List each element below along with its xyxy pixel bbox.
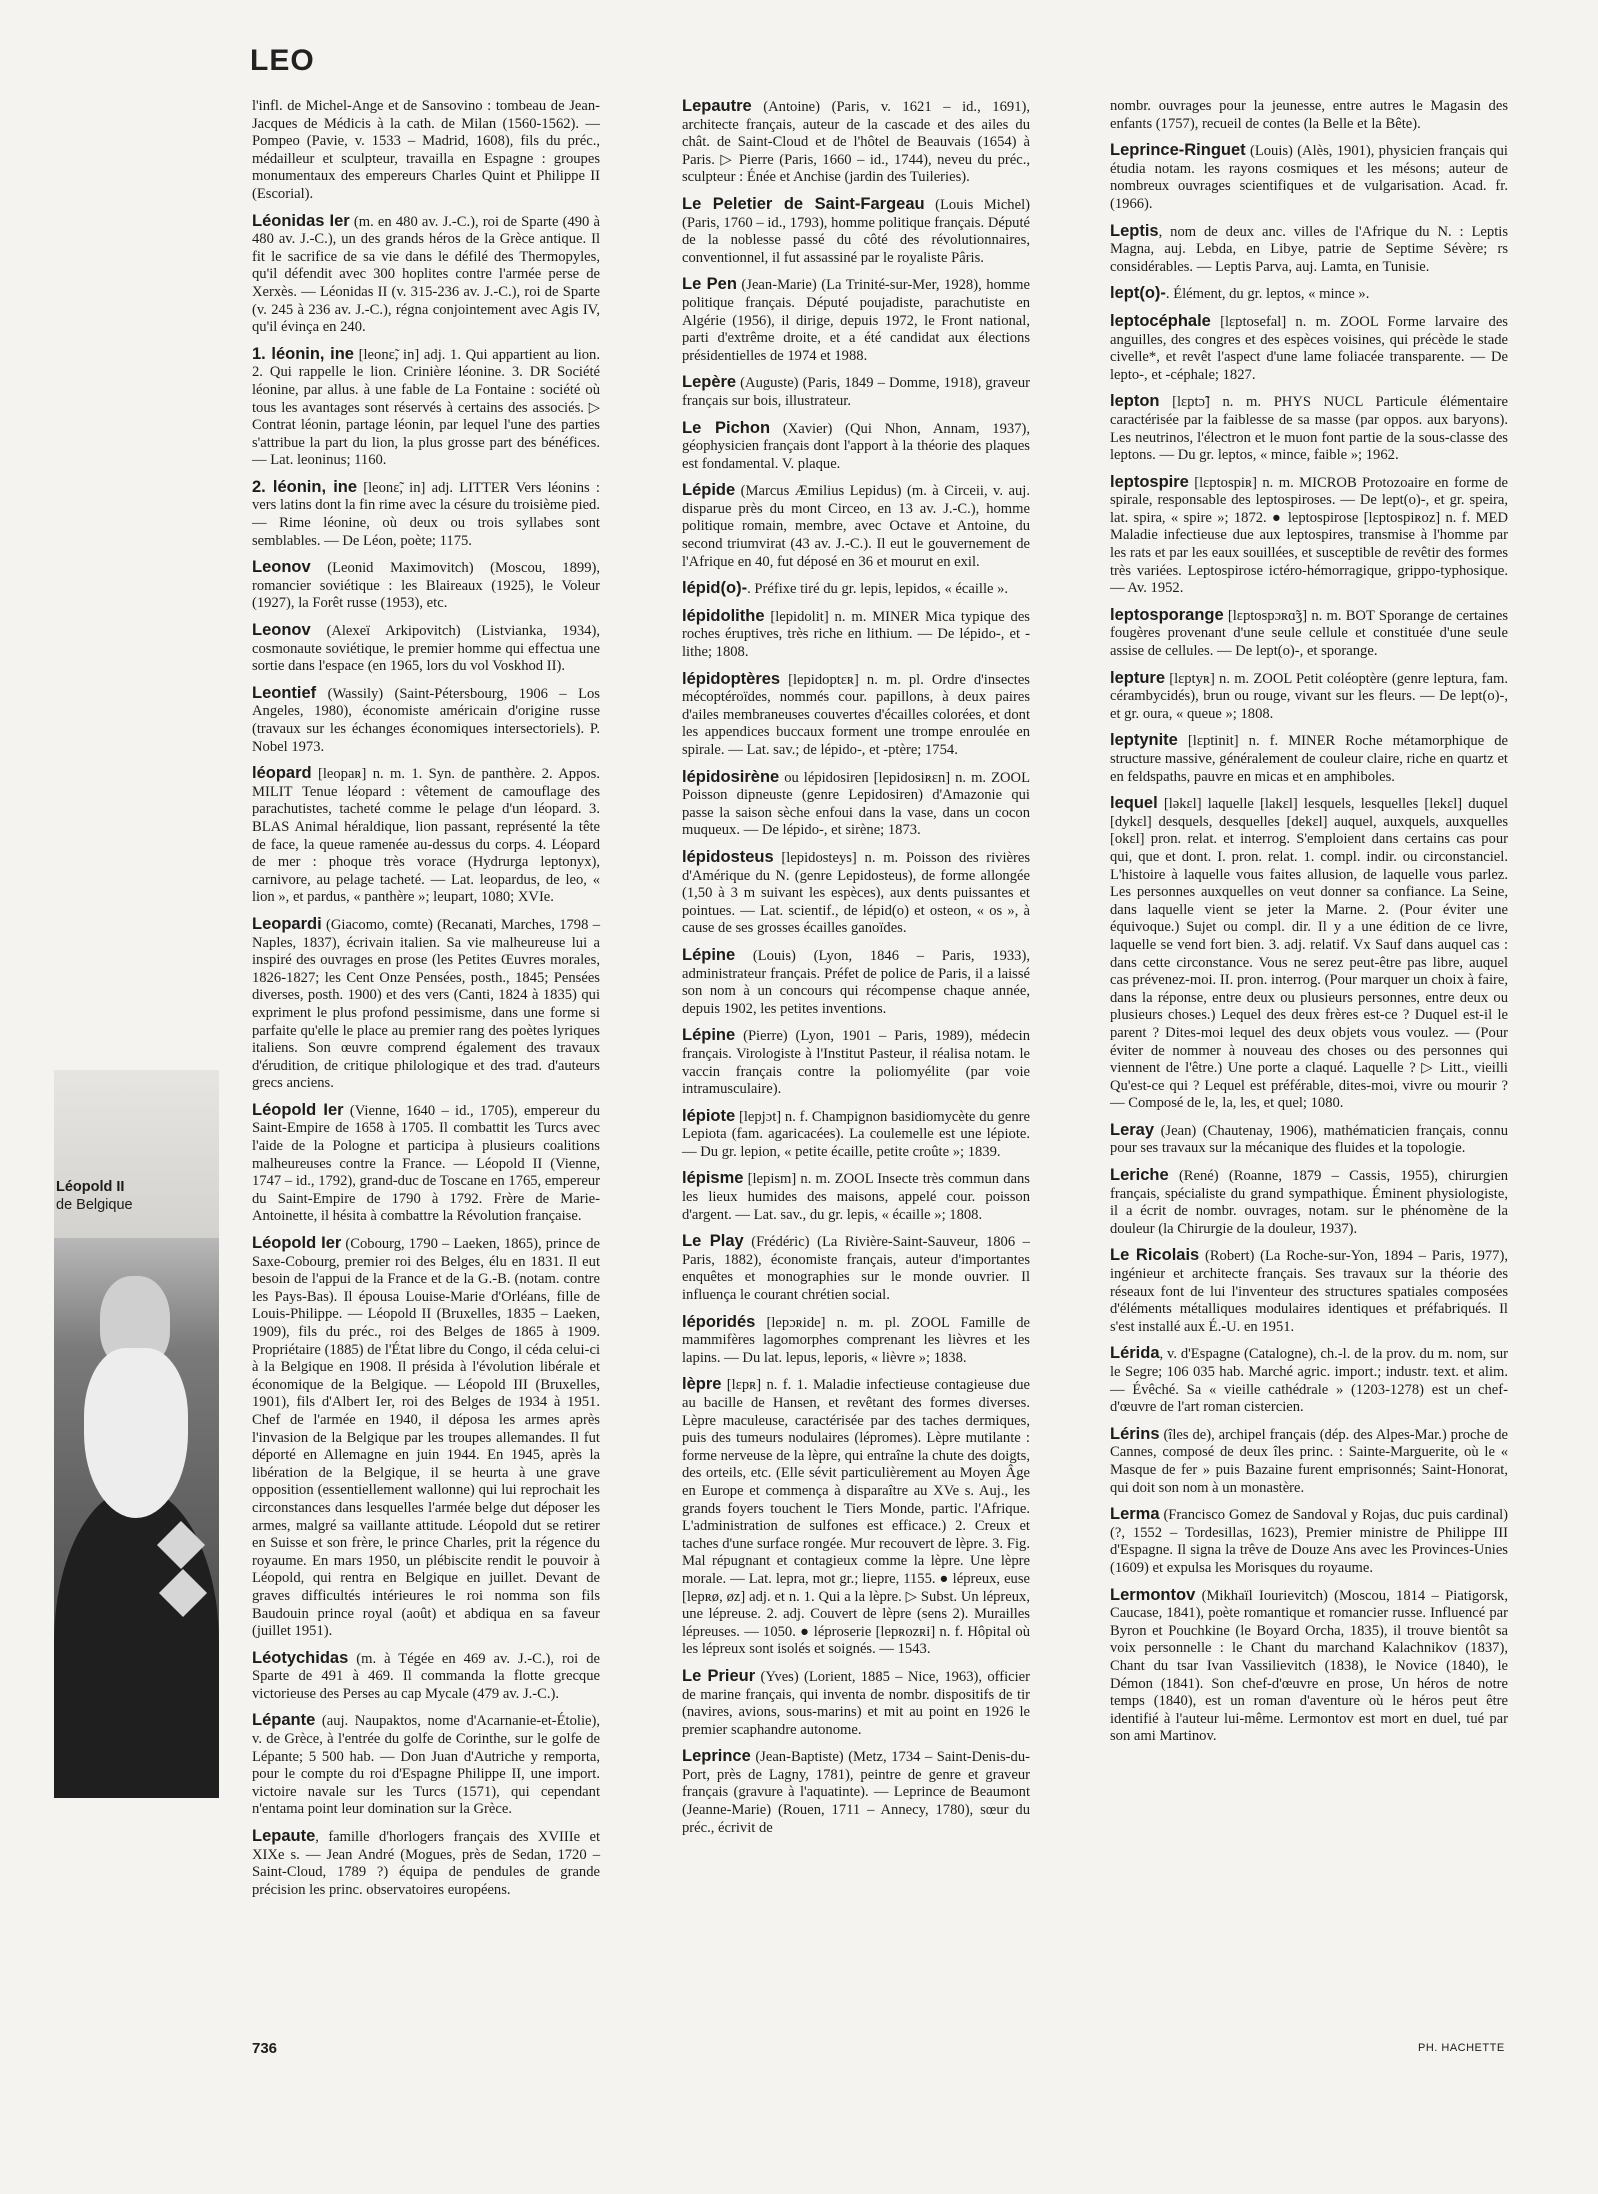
entry-headword: Lepaute bbox=[252, 1827, 316, 1846]
dictionary-entry bbox=[682, 98, 1030, 187]
entry-definition: (m. à Tégée en 469 av. J.-C.), roi de Sparte de 491 à 469. Il commanda la flotte grecque victorieuse des Perses au cap Mycale (479 av. J.-C.). bbox=[252, 1650, 600, 1702]
dictionary-entry bbox=[682, 947, 1030, 1018]
dictionary-entry bbox=[682, 1748, 1030, 1837]
dictionary-entry bbox=[1110, 1345, 1508, 1416]
entry-headword: Le Pen bbox=[682, 275, 737, 294]
dictionary-entry bbox=[682, 1376, 1030, 1659]
entry-headword: Leriche bbox=[1110, 1166, 1169, 1185]
entry-headword: leptynite bbox=[1110, 731, 1178, 750]
dictionary-entry bbox=[1110, 474, 1508, 598]
entry-headword: Leprince bbox=[682, 1747, 751, 1766]
dictionary-entry bbox=[682, 482, 1030, 571]
entry-definition: (Louis Michel) (Paris, 1760 – id., 1793), homme politique français. Député de la noblesse passé du côté des révolutionnaires, conventionnel, il fut assassiné par le royaliste Pâris. bbox=[682, 196, 1030, 266]
entry-definition: (auj. Naupaktos, nome d'Acarnanie-et-Étolie), v. de Grèce, à l'entrée du golfe de Corinthe, sur le golfe de Lépante; 5 500 hab. — Don Juan d'Autriche y remporta, pour le compte du roi d'Espagne Philippe II, une import. victoire navale sur les Turcs (1571), qui cependant n'entama point leur domination sur la Grèce. bbox=[252, 1713, 600, 1818]
entry-definition: [lɛptospɔʀɑ̃ʒ] n. m. BOT Sporange de certaines fougères provenant d'une seule cellule et constituée d'une seule assise de cellules. — De lept(o)-, et sporange. bbox=[1110, 607, 1508, 660]
column-middle bbox=[682, 98, 1030, 1846]
entry-headword: Leopardi bbox=[252, 914, 322, 933]
entry-headword: Lépine bbox=[682, 1026, 736, 1045]
entry-headword: Leonov bbox=[252, 621, 311, 640]
entry-headword: Lerma bbox=[1110, 1505, 1160, 1524]
dictionary-entry bbox=[1110, 393, 1508, 464]
entry-definition: (Auguste) (Paris, 1849 – Domme, 1918), graveur français sur bois, illustrateur. bbox=[682, 375, 1030, 409]
dictionary-entry bbox=[252, 1712, 600, 1819]
dictionary-entry bbox=[252, 916, 600, 1093]
entry-definition: l'infl. de Michel-Ange et de Sansovino : tombeau de Jean-Jacques de Médicis à la cath. de Milan (1560-1562). — Pompeo (Pavie, v. 1533 – Madrid, 1608), fils du préc., médailleur et sculpteur, travailla en Espagne : groupes monumentaux des empereurs Charles Quint et Philippe II (Escorial). bbox=[252, 98, 600, 202]
entry-definition: (Pierre) (Lyon, 1901 – Paris, 1989), médecin français. Virologiste à l'Institut Pasteur, il réalisa notam. le vaccin français contre la poliomyélite (par voie intramusculaire). bbox=[682, 1028, 1030, 1098]
entry-definition: (Marcus Æmilius Lepidus) (m. à Circeii, v. auj. disparue près du mont Circeo, en 13 av. J.-C.), homme politique romain, membre, avec Octave et Antoine, du second triumvirat (43 av. J.-C.). Il eut le gouvernement de l'Afrique en 40, fut déposé en 36 et mourut en exil. bbox=[682, 483, 1030, 570]
page-number: 736 bbox=[252, 2040, 278, 2057]
entry-headword: Leptis bbox=[1110, 221, 1159, 240]
dictionary-entry bbox=[252, 622, 600, 676]
dictionary-entry bbox=[682, 276, 1030, 365]
entry-definition: [lepidosteys] n. m. Poisson des rivières d'Amérique du N. (genre Lepidosteus), de forme allongée (1,50 à 3 m suivant les espèces), aux dents puissantes et pointues. — Lat. scientif., de lépid(o) et osteon, « os », à cause de ses grosses écailles ganoïdes. bbox=[682, 849, 1030, 937]
entry-definition: (Francisco Gomez de Sandoval y Rojas, duc puis cardinal) (?, 1552 – Tordesillas, 1623), Premier ministre de Philippe III d'Espagne. Il signa la trêve de Douze Ans avec les Provinces-Unies (1609) et expulsa les Morisques du royaume. bbox=[1110, 1507, 1508, 1576]
entry-definition: (îles de), archipel français (dép. des Alpes-Mar.) proche de Cannes, composé de deux îles princ. : Sainte-Marguerite, où le « Masque de fer » puis Bazaine furent emprisonnés; Saint-Honorat, qui doit son nom à un monastère. bbox=[1110, 1426, 1508, 1496]
entry-headword: Le Ricolais bbox=[1110, 1246, 1200, 1265]
photo-credit: PH. HACHETTE bbox=[1418, 2042, 1505, 2054]
entry-definition: (Wassily) (Saint-Pétersbourg, 1906 – Los Angeles, 1980), économiste américain d'origine russe (travaux sur les échanges économiques intersectoriels). P. Nobel 1973. bbox=[252, 685, 600, 755]
dictionary-entry bbox=[252, 479, 600, 550]
entry-definition: (Alexeï Arkipovitch) (Listvianka, 1934), cosmonaute soviétique, le premier homme qui effectua une sortie dans l'espace (en 1965, lors du vol Voskhod II). bbox=[252, 623, 600, 675]
page-header-guideword: LEO bbox=[250, 44, 315, 77]
entry-definition: [lɛptɔ̃] n. m. PHYS NUCL Particule élémentaire caractérisée par la faiblesse de sa masse (par oppos. aux baryons). Les neutrinos, l'électron et le muon font partie de la sous-classe des leptons. — Du gr. leptos, « mince, faible »; 1962. bbox=[1110, 394, 1508, 464]
entry-definition: (Yves) (Lorient, 1885 – Nice, 1963), officier de marine français, qui inventa de nombr. dispositifs de tir (navires, avions, sous-marins) et mit au point en 1926 le premier scaphandre autonome. bbox=[682, 1668, 1030, 1738]
dictionary-entry bbox=[252, 98, 600, 204]
dictionary-entry bbox=[1110, 1247, 1508, 1336]
entry-headword: Léonidas Ier bbox=[252, 211, 350, 230]
dictionary-entry bbox=[682, 1668, 1030, 1739]
entry-definition: (Leonid Maximovitch) (Moscou, 1899), romancier soviétique : les Blaireaux (1925), le Voleur (1927), la Forêt russe (1953), etc. bbox=[252, 560, 600, 612]
entry-definition: [lɛptospiʀ] n. m. MICROB Protozoaire en forme de spirale, responsable des leptospiroses. — De lept(o)-, et gr. speira, lat. spira, « spire »; 1872. ● leptospirose [lɛptospiʀoz] n. f. MED Maladie infectieuse due aux leptospires, transmise à l'homme par les rats et par les eaux souillées, et susceptible de revêtir des formes très variées. Leptospirose ictéro-hémorragique, grippo-typhosique. — Av. 1952. bbox=[1110, 474, 1508, 597]
dictionary-entry bbox=[682, 1108, 1030, 1162]
dictionary-entry bbox=[252, 765, 600, 907]
entry-headword: Leontief bbox=[252, 683, 317, 702]
entry-headword: Lépante bbox=[252, 1711, 316, 1730]
column-right bbox=[1110, 98, 1508, 1755]
dictionary-entry bbox=[682, 1170, 1030, 1224]
entry-headword: Leonov bbox=[252, 558, 311, 577]
entry-definition: nombr. ouvrages pour la jeunesse, entre autres le Magasin des enfants (1757), recueil de contes (la Belle et la Bête). bbox=[1110, 98, 1508, 132]
entry-definition: , nom de deux anc. villes de l'Afrique du N. : Leptis Magna, auj. Lebda, en Libye, patrie de Septime Sévère; rs considérables. — Leptis Parva, auj. Lamta, en Tunisie. bbox=[1110, 223, 1508, 275]
dictionary-entry bbox=[1110, 285, 1508, 304]
entry-headword: leptocéphale bbox=[1110, 311, 1211, 330]
entry-headword: Lermontov bbox=[1110, 1585, 1196, 1604]
portrait-photo bbox=[54, 1238, 219, 1798]
caption-subtitle: de Belgique bbox=[56, 1197, 133, 1213]
dictionary-entry bbox=[682, 671, 1030, 760]
dictionary-entry bbox=[252, 1650, 600, 1704]
entry-headword: lépisme bbox=[682, 1169, 744, 1188]
entry-headword: lepton bbox=[1110, 392, 1160, 411]
dictionary-entry bbox=[682, 1233, 1030, 1304]
entry-definition: (Giacomo, comte) (Recanati, Marches, 1798 – Naples, 1837), écrivain italien. Sa vie malheureuse lui a inspiré des ouvrages en prose (les Petites Œuvres morales, 1826-1827; les Cent Onze Pensées, posth., 1845; Pensées diverses, posth. 1900) et des vers (Canti, 1824 à 1835) qui expriment le plus profond pessimisme, dans une forme si parfaite qu'elle le place au premier rang des poètes lyriques italiens. Son œuvre comprend également des travaux d'érudition, de critique philologique et des trad. d'auteurs grecs anciens. bbox=[252, 916, 600, 1092]
entry-definition: [lɛptyʀ] n. m. ZOOL Petit coléoptère (genre leptura, fam. cérambycidés), brun ou rouge, vivant sur les fleurs. — De lept(o)-, et gr. oura, « queue »; 1808. bbox=[1110, 670, 1508, 722]
entry-headword: Léopold Ier bbox=[252, 1100, 344, 1119]
entry-headword: lepture bbox=[1110, 668, 1166, 687]
entry-headword: Lérins bbox=[1110, 1424, 1160, 1443]
dictionary-entry bbox=[252, 1235, 600, 1641]
entry-headword: Lepautre bbox=[682, 97, 752, 115]
dictionary-entry bbox=[682, 608, 1030, 662]
dictionary-entry bbox=[1110, 1426, 1508, 1497]
entry-definition: (Frédéric) (La Rivière-Saint-Sauveur, 1806 – Paris, 1882), économiste français, auteur d'importantes enquêtes et monographies sur le monde ouvrier. Il influença le courant chrétien social. bbox=[682, 1234, 1030, 1304]
entry-headword: lépidolithe bbox=[682, 606, 765, 625]
entry-definition: (Cobourg, 1790 – Laeken, 1865), prince de Saxe-Cobourg, premier roi des Belges, élu en 1831. Il eut besoin de l'appui de la France et de la G.-B. (notam. contre les Pays-Bas). Il épousa Louise-Marie d'Orléans, fille de Louis-Philippe. — Léopold II (Bruxelles, 1835 – Laeken, 1909), fils du préc., roi des Belges de 1865 à 1909. Propriétaire (1885) de l'État libre du Congo, il céda celui-ci à la Belgique en 1908. Il présida à l'évolution libérale et économique de la Belgique. — Léopold III (Bruxelles, 1901), fils d'Albert Ier, roi des Belges de 1934 à 1951. Chef de l'armée en 1940, il déposa les armes après l'invasion de la Belgique par les troupes allemandes. Il fut déporté en Allemagne en juin 1944. En 1945, après la libération de la Belgique, il se heurta à une grave opposition (essentiellement wallonne) qui lui reprochait les circonstances dans lesquelles l'armée belge dut déposer les armes, malgré sa vaillante attitude. Léopold dut se retirer en Suisse et son frère, le prince Charles, prit la régence du royaume. En mars 1950, un plébiscite rendit le pouvoir à Léopold, qui rentra en Belgique en juillet. Devant de graves difficultés intérieures le roi nomma son fils Baudouin prince royal (août) et abdiqua en sa faveur (juillet 1951). bbox=[252, 1236, 600, 1640]
entry-headword: Leray bbox=[1110, 1120, 1155, 1139]
caption-name: Léopold II bbox=[56, 1179, 125, 1195]
entry-definition: , v. d'Espagne (Catalogne), ch.-l. de la prov. du m. nom, sur le Segre; 106 035 hab. Marché agric. import.; industr. text. et alim. — Évêché. Sa « vieille cathédrale » (1203-1278) est un chef-d'œuvre de l'art roman cistercien. bbox=[1110, 1346, 1508, 1416]
dictionary-entry bbox=[252, 559, 600, 613]
entry-definition: (Antoine) (Paris, v. 1621 – id., 1691), architecte français, auteur de la cascade et des ailes du chât. de Saint-Cloud et de l'hôtel de Beauvais (1654) à Paris. ▷ Pierre (Paris, 1660 – id., 1744), neveu du préc., sculpteur : Énée et Anchise (jardin des Tuileries). bbox=[682, 99, 1030, 186]
entry-definition: [lepɔʀide] n. m. pl. ZOOL Famille de mammifères lagomorphes comprenant les lièvres et les lapins. — Du lat. lepus, leporis, « lièvre »; 1838. bbox=[682, 1314, 1030, 1366]
entry-headword: Le Prieur bbox=[682, 1666, 756, 1685]
dictionary-entry bbox=[252, 1828, 600, 1899]
entry-definition: [lepism] n. m. ZOOL Insecte très commun dans les lieux humides des maisons, appelé cour. poisson d'argent. — Lat. sav., du gr. lepis, « écaille »; 1808. bbox=[682, 1171, 1030, 1223]
entry-headword: lépidosirène bbox=[682, 767, 780, 786]
entry-definition: . Préfixe tiré du gr. lepis, lepidos, « écaille ». bbox=[747, 581, 1009, 598]
entry-definition: [leopaʀ] n. m. 1. Syn. de panthère. 2. Appos. MILIT Tenue léopard : vêtement de camouflage des parachutistes, tacheté comme le pelage d'un léopard. 3. BLAS Animal héraldique, lion passant, représenté la tête de face, la queue ramenée au-dessus du corps. 4. Léopard de mer : phoque très vorace (Hydrurga leptonyx), carnivore, au pelage tacheté. — Lat. leopardus, de leo, « lion », et pardus, « panthère »; leupart, 1080; XVIe. bbox=[252, 766, 600, 906]
dictionary-entry bbox=[682, 580, 1030, 599]
entry-headword: Lepère bbox=[682, 373, 737, 392]
entry-definition: [lepidoptɛʀ] n. m. pl. Ordre d'insectes mécoptéroïdes, nommés cour. papillons, à deux paires d'ailes membraneuses couvertes d'écailles colorées, et dont les appendices buccaux forment une trompe enroulée en spirale. — Lat. sav.; de lépido-, et -ptère; 1754. bbox=[682, 671, 1030, 758]
dictionary-entry bbox=[1110, 142, 1508, 213]
dictionary-entry bbox=[682, 769, 1030, 840]
dictionary-entry bbox=[1110, 1167, 1508, 1238]
dictionary-entry bbox=[252, 685, 600, 756]
dictionary-entry bbox=[1110, 607, 1508, 661]
dictionary-entry bbox=[1110, 670, 1508, 724]
entry-headword: léopard bbox=[252, 764, 312, 783]
entry-definition: [lɛptinit] n. f. MINER Roche métamorphique de structure massive, généralement de couleur claire, riche en quartz et en feldspaths, pauvre en micas et en amphiboles. bbox=[1110, 733, 1508, 785]
dictionary-entry bbox=[1110, 1587, 1508, 1746]
entry-headword: Lépide bbox=[682, 481, 736, 500]
dictionary-entry bbox=[682, 849, 1030, 938]
dictionary-entry bbox=[682, 196, 1030, 267]
entry-headword: Léopold Ier bbox=[252, 1234, 342, 1253]
dictionary-entry bbox=[252, 346, 600, 470]
entry-headword: lépidosteus bbox=[682, 847, 774, 866]
entry-definition: (Jean) (Chautenay, 1906), mathématicien français, connu pour ses travaux sur la mécanique des fluides et la topologie. bbox=[1110, 1122, 1508, 1157]
entry-definition: , famille d'horlogers français des XVIIIe et XIXe s. — Jean André (Mogues, près de Sedan, 1720 – Saint-Cloud, 1789 ?) équipa de pendules de grande précision les princ. observatoires européens. bbox=[252, 1829, 600, 1898]
entry-definition: [leonɛ̃, in] adj. 1. Qui appartient au lion. 2. Qui rappelle le lion. Crinière léonine. 3. DR Société léonine, par allus. à une fable de La Fontaine : société où tous les avantages sont réservés à certains des associés. ▷ Contrat léonin, partage léonin, par lequel l'une des parties s'attribue la part du lion, la plus grosse part des bénéfices. — Lat. leoninus; 1160. bbox=[252, 346, 601, 469]
dictionary-entry bbox=[1110, 732, 1508, 786]
dictionary-entry bbox=[682, 1027, 1030, 1098]
entry-headword: Leprince-Ringuet bbox=[1110, 141, 1246, 160]
entry-headword: lépid(o)- bbox=[682, 579, 748, 598]
entry-definition: (Louis) (Lyon, 1846 – Paris, 1933), administrateur français. Préfet de police de Paris, il a laissé son nom à un concours qui récompense chaque année, depuis 1902, les petites inventions. bbox=[682, 947, 1030, 1017]
dictionary-entry bbox=[682, 374, 1030, 410]
entry-definition: [lepidolit] n. m. MINER Mica typique des roches éruptives, très riche en lithium. — De lépido-, et -lithe; 1808. bbox=[682, 608, 1030, 661]
entry-definition: ou lépidosiren [lepidosiʀɛn] n. m. ZOOL Poisson dipneuste (genre Lepidosiren) d'Amazonie qui passe la saison sèche enfoui dans la vase, dans un cocon muqueux. — De lépido-, et sirène; 1873. bbox=[682, 769, 1030, 839]
dictionary-entry bbox=[1110, 1506, 1508, 1577]
entry-headword: lépidoptères bbox=[682, 669, 781, 688]
entry-headword: lept(o)- bbox=[1110, 284, 1166, 303]
dictionary-entry bbox=[1110, 313, 1508, 384]
entry-definition: [lɛptosefal] n. m. ZOOL Forme larvaire des anguilles, des congres et des espèces voisines, qui précède le stade civelle*, et revêt l'aspect d'une lame foliacée transparente. — De lepto-, et -céphale; 1827. bbox=[1110, 313, 1508, 383]
entry-definition: (m. en 480 av. J.-C.), roi de Sparte (490 à 480 av. J.-C.), un des grands héros de la Grèce antique. Il fit le sacrifice de sa vie dans le défilé des Thermopyles, qu'il défendit avec 300 hoplites contre l'armée perse de Xerxès. — Léonidas II (v. 315-236 av. J.-C.), roi de Sparte (v. 245 à 236 av. J.-C.), régna conjointement avec Agis IV, qu'il évinça en 240. bbox=[252, 213, 600, 336]
entry-definition: . Élément, du gr. leptos, « mince ». bbox=[1165, 286, 1370, 303]
dictionary-entry bbox=[1110, 98, 1508, 133]
entry-definition: [ləkɛl] laquelle [lakɛl] lesquels, lesquelles [lekɛl] duquel [dykɛl] desquels, desquelles [dekɛl] auquel, auxquels, auxquelles [okɛl] pron. relat. et interrog. S'emploient dans certains cas pour qui, que et dont. I. pron. relat. 1. compl. indir. ou circonstanciel. L'histoire à laquelle vous faites allusion, de laquelle vous parlez. Les personnes auxquelles on veut donner sa confiance. La Seine, dans laquelle vient se jeter la Marne. 2. (Pour éviter une équivoque.) Sujet ou compl. dir. Il y a une édition de ce livre, laquelle se vend fort bien. 3. adj. relatif. Vx Sauf dans auquel cas : dans cette circonstance. Vous ne serez peut-être pas libre, auquel cas prévenez-moi. II. pron. interrog. (Pour marquer un choix à faire, dans la réponse, entre deux ou plusieurs personnes, entre deux ou plusieurs choses.) Lequel des deux frères est-ce ? Duquel est-il le parent ? Dites-moi lequel des deux objets vous voulez. — (Pour éviter de nommer à nouveau des choses ou des personnes qui viennent de l'être.) Une porte a claqué. Laquelle ? ▷ Litt., vieilli Qu'est-ce qui ? Lequel est préférable, dites-moi, vivre ou mourir ? — Composé de le, la, les, et quel; 1080. bbox=[1110, 796, 1508, 1112]
dictionary-entry bbox=[252, 1102, 600, 1226]
dictionary-entry bbox=[682, 420, 1030, 474]
dictionary-entry bbox=[682, 1314, 1030, 1368]
dictionary-entry bbox=[252, 213, 600, 337]
entry-headword: lequel bbox=[1110, 794, 1158, 813]
entry-definition: (René) (Roanne, 1879 – Cassis, 1955), chirurgien français, spécialiste du grand sympathique. Éminent physiologiste, il a écrit de nombr. ouvrages, notam. sur le phénomène de la douleur (la Chirurgie de la douleur, 1937). bbox=[1110, 1168, 1508, 1237]
entry-headword: lèpre bbox=[682, 1375, 722, 1394]
entry-definition: [lepjɔt] n. f. Champignon basidiomycète du genre Lepiota (fam. agaricacées). La coulemelle est une lépiote. — Du gr. lepion, « petite écaille, petite croûte »; 1839. bbox=[682, 1108, 1030, 1160]
entry-headword: lépiote bbox=[682, 1106, 736, 1125]
entry-definition: (Jean-Baptiste) (Metz, 1734 – Saint-Denis-du-Port, près de Lagny, 1781), peintre de genre et graveur français (gravure à l'aquatinte). — Leprince de Beaumont (Jeanne-Marie) (Rouen, 1711 – Annecy, 1780), sœur du préc., écrivit de bbox=[682, 1749, 1030, 1836]
dictionary-entry bbox=[1110, 795, 1508, 1113]
entry-headword: Le Pichon bbox=[682, 418, 771, 437]
entry-definition: (Louis) (Alès, 1901), physicien français qui étudia notam. les rayons cosmiques et les mésons; auteur de nombreux ouvrages scientifiques et de vulgarisation. Acad. fr. (1966). bbox=[1110, 143, 1508, 212]
entry-headword: léporidés bbox=[682, 1312, 756, 1331]
entry-headword: leptospire bbox=[1110, 472, 1189, 491]
entry-headword: Lépine bbox=[682, 945, 736, 964]
entry-headword: Léotychidas bbox=[252, 1648, 349, 1667]
entry-headword: leptosporange bbox=[1110, 605, 1224, 624]
entry-definition: (Robert) (La Roche-sur-Yon, 1894 – Paris, 1977), ingénieur et architecte français. Ses travaux sur la théorie des réseaux font de lui l'inventeur des structures spatiales composées d'éléments métalliques modulaires identiques et préfabriqués. Il s'est installé aux É.-U. en 1951. bbox=[1110, 1248, 1508, 1335]
dictionary-entry bbox=[1110, 1122, 1508, 1158]
photo-caption bbox=[56, 1178, 133, 1214]
entry-headword: 2. léonin, ine bbox=[252, 477, 358, 496]
entry-definition: (Mikhaïl Iourievitch) (Moscou, 1814 – Piatigorsk, Caucase, 1841), poète romantique et romancier russe. Influencé par Byron et Pouchkine (le Boyard Orcha, 1835), il trouve bientôt sa voix personnelle : le Chant du marchand Kalachnikov (1837), Chant du tsar Ivan Vassilievitch (1838), le Novice (1840), le Démon (1841). Son chef-d'œuvre en prose, Un héros de notre temps (1840), est un roman d'aventure où le héros peut être identifié à l'auteur lui-même. Lermontov est mort en duel, tué par son ami Martinov. bbox=[1110, 1587, 1508, 1745]
entry-headword: Lérida bbox=[1110, 1344, 1160, 1363]
dictionary-entry bbox=[1110, 223, 1508, 277]
entry-headword: Le Peletier de Saint-Fargeau bbox=[682, 194, 925, 213]
column-left bbox=[252, 98, 600, 1908]
entry-definition: (Xavier) (Qui Nhon, Annam, 1937), géophysicien français dont l'apport à la théorie des plaques est fondamental. V. plaque. bbox=[682, 420, 1031, 472]
entry-definition: (Jean-Marie) (La Trinité-sur-Mer, 1928), homme politique français. Député poujadiste, parachutiste en Algérie (1956), il dirige, depuis 1972, le Front national, parti d'extrême droite, et a été candidat aux élections présidentielles de 1974 et 1988. bbox=[682, 277, 1030, 364]
entry-definition: (Vienne, 1640 – id., 1705), empereur du Saint-Empire de 1658 à 1705. Il combattit les Turcs avec l'aide de la Pologne et participa à plusieurs coalitions malheureuses contre la France. — Léopold II (Vienne, 1747 – id., 1792), grand-duc de Toscane en 1765, empereur du Saint-Empire de 1790 à 1792. Frère de Marie-Antoinette, il hésita à combattre la Révolution française. bbox=[252, 1102, 600, 1225]
entry-headword: Le Play bbox=[682, 1232, 744, 1251]
entry-headword: 1. léonin, ine bbox=[252, 344, 354, 363]
entry-definition: [lɛpʀ] n. f. 1. Maladie infectieuse contagieuse due au bacille de Hansen, et revêtant des formes diverses. Lèpre maculeuse, caractérisée par des taches dermiques, puis des tumeurs nodulaires (lépromes). Lèpre mutilante : forme nerveuse de la lèpre, qui entraîne la chute des doigts, des orteils, etc. (Elle sévit particulièrement au Moyen Âge en Europe et commença à disparaître au XVe s. Auj., les grands foyers touchent le Tiers Monde, partic. l'Afrique. L'administration de sulfones est efficace.) 2. Creux et taches d'une surface rongée. Mur recouvert de lèpre. 3. Fig. Mal répugnant et contagieux comme la lèpre. Une lèpre morale. — Lat. lepra, mot gr.; liepre, 1155. ● lépreux, euse [lepʀø, øz] adj. et n. 1. Qui a la lèpre. ▷ Subst. Un lépreux, une lépreuse. 2. adj. Couvert de lèpre (sens 2). Murailles lépreuses. — 1050. ● léproserie [lepʀozʀi] n. f. Hôpital où les lépreux sont isolés et soignés. — 1543. bbox=[682, 1377, 1030, 1658]
entry-definition: [leonɛ̃, in] adj. LITTER Vers léonins : vers latins dont la fin rime avec la césure du troisième pied. — Rime léonine, où deux ou trois syllabes sont semblables. — De Léon, poète; 1175. bbox=[252, 479, 600, 549]
